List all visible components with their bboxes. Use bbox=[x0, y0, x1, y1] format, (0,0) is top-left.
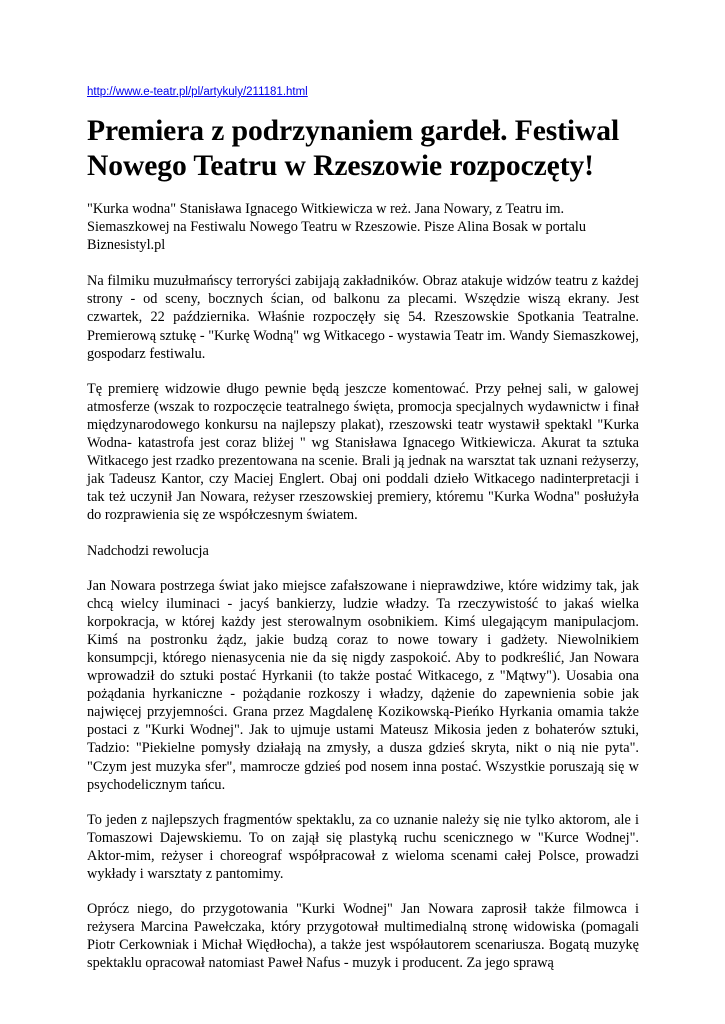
article-paragraph-1: Na filmiku muzułmańscy terroryści zabijają zakładników. Obraz atakuje widzów teatru z każdej strony - od sceny, bocznych ścian, od balkonu za plecami. Wszędzie wiszą ekrany. Jest czwartek, 22 października. Właśnie rozpoczęły się 54. Rzeszowskie Spotkania Teatralne. Premierową sztukę - "Kurkę Wodną" wg Witkacego - wystawia Teatr im. Wandy Siemaszkowej, gospodarz festiwalu. bbox=[87, 273, 639, 362]
document-page bbox=[87, 84, 639, 972]
article-paragraph-3: Jan Nowara postrzega świat jako miejsce zafałszowane i nieprawdziwe, które widzimy tak, jak chcą wielcy iluminaci - jacyś bankierzy, ludzie władzy. Ta rzeczywistość to jakaś wielka korpokracja, w której każdy jest sterowalnym osobnikiem. Kimś ulegającym manipulacjom. Kimś na postronku żądz, jakie budzą coraz to nowe towary i gadżety. Niewolnikiem konsumpcji, którego nienasycenia nie da się nigdy zaspokoić. Aby to podkreślić, Jan Nowara wprowadził do sztuki postać Hyrkanii (to także postać Witkacego, z "Mątwy"). Uosabia ona pożądania hyrkaniczne - pożądanie rozkoszy i władzy, dążenie do zapewnienia sobie jak najwięcej przyjemności. Grana przez Magdalenę Kozikowską-Pieńko Hyrkania omamia także postaci z "Kurki Wodnej". Jak to ujmuje ustami Mateusz Mikosia jeden z bohaterów sztuki, Tadzio: "Piekielne pomysły działają na zmysły, a dusza gdzieś skryta, nikt o nią nie pyta". "Czym jest muzyka sfer", mamrocze gdzieś pod nosem inna postać. Wszystkie poruszają się w psychodelicznym tańcu. bbox=[87, 577, 639, 793]
article-paragraph-5: Oprócz niego, do przygotowania "Kurki Wodnej" Jan Nowara zaprosił także filmowca i reżysera Marcina Pawełczaka, który przygotował multimedialną stronę widowiska (pomagali Piotr Cerkowniak i Michał Więdłocha), a także jest współautorem scenariusza. Bogatą muzykę spektaklu opracował natomiast Paweł Nafus - muzyk i producent. Za jego sprawą bbox=[87, 901, 639, 972]
source-url-link[interactable]: http://www.e-teatr.pl/pl/artykuly/211181.html bbox=[87, 86, 308, 98]
article-lead: "Kurka wodna" Stanisława Ignacego Witkiewicza w reż. Jana Nowary, z Teatru im. Siemaszkowej na Festiwalu Nowego Teatru w Rzeszowie. Pisze Alina Bosak w portalu Biznesistyl.pl bbox=[87, 201, 587, 254]
article-paragraph-4: To jeden z najlepszych fragmentów spektaklu, za co uznanie należy się nie tylko aktorom, ale i Tomaszowi Dajewskiemu. To on zajął się plastyką ruchu scenicznego w "Kurce Wodnej". Aktor-mim, reżyser i choreograf współpracował z wieloma scenami całej Polsce, prowadzi wykłady i warsztaty z pantomimy. bbox=[87, 811, 639, 882]
section-heading: Nadchodzi rewolucja bbox=[87, 542, 209, 559]
article-paragraph-2: Tę premierę widzowie długo pewnie będą jeszcze komentować. Przy pełnej sali, w galowej atmosferze (wszak to rozpoczęcie teatralnego święta, promocja specjalnych wydawnictw i finał międzynarodowego konkursu na najlepszy plakat), rzeszowski teatr wystawił spektakl "Kurka Wodna- katastrofa jest coraz bliżej " wg Stanisława Ignacego Witkiewicza. Akurat ta sztuka Witkacego jest rzadko prezentowana na scenie. Brali ją jednak na warsztat tak uznani reżyserzy, jak Tadeusz Kantor, czy Maciej Englert. Obaj oni poddali dzieło Witkacego nadinterpretacji i tak też uczynił Jan Nowara, reżyser rzeszowskiej premiery, któremu "Kurka Wodna" posłużyła do rozprawienia się ze współczesnym światem. bbox=[87, 380, 639, 524]
article-title: Premiera z podrzynaniem gardeł. Festiwal Nowego Teatru w Rzeszowie rozpoczęty! bbox=[87, 115, 620, 182]
